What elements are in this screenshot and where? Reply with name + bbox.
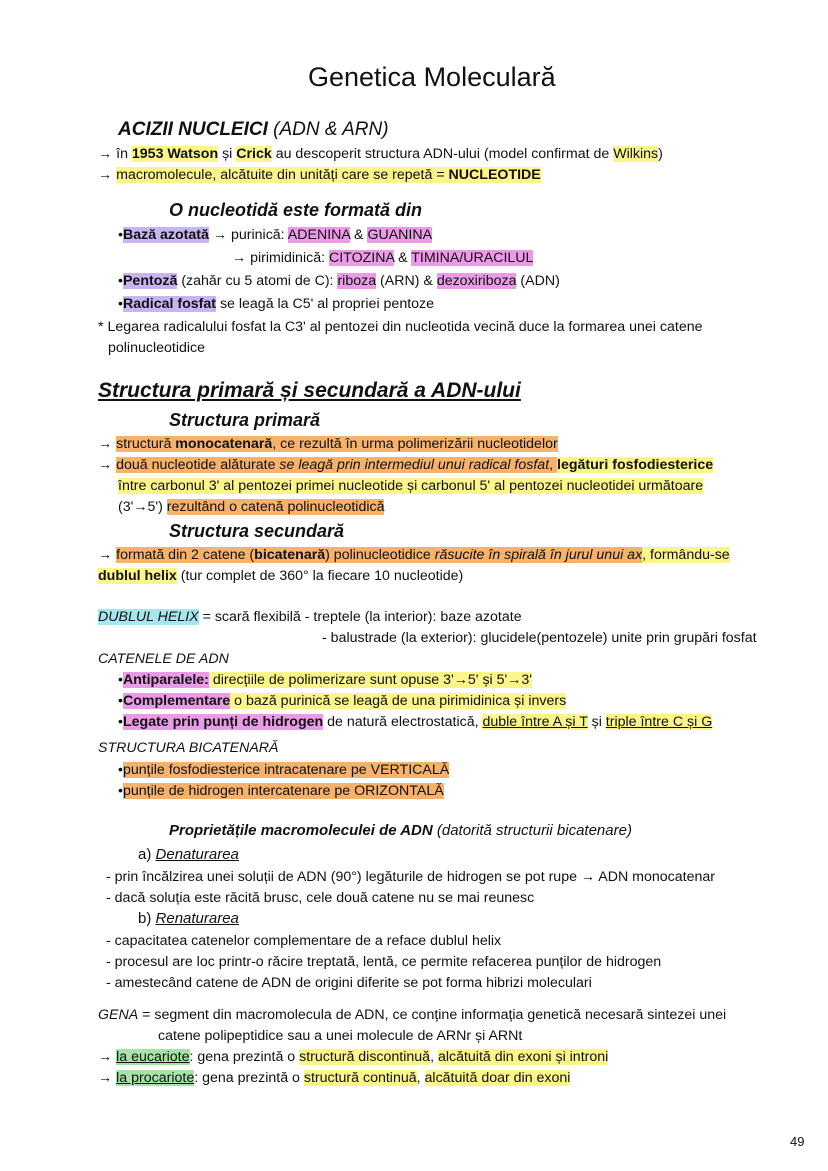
- highlight: Legate prin punți de hidrogen: [122, 714, 324, 730]
- paragraph-line: - capacitatea catenelor complementare de a reface dublul helix: [106, 933, 502, 949]
- text: &: [350, 227, 368, 243]
- highlight: triple între C și G: [605, 714, 713, 730]
- text: și: [587, 714, 606, 730]
- highlight: macromolecule, alcătuite din unități care se repetă =: [116, 167, 449, 183]
- bullet-radical: [118, 294, 434, 314]
- highlight: alcătuită doar din exoni: [424, 1070, 571, 1086]
- highlight: direcțiile de polimerizare sunt opuse 3'→5' și 5'→3': [208, 672, 533, 688]
- highlight: 1953 Watson: [131, 146, 219, 162]
- paragraph-line: - prin încălzirea unei soluții de ADN (90°) legăturile de hidrogen se pot rupe → ADN monocatenar: [106, 869, 715, 885]
- highlight: ,: [549, 457, 558, 473]
- paragraph-line: [98, 607, 522, 627]
- bullet-baza: [118, 225, 432, 245]
- highlight: DUBLUL HELIX: [98, 609, 199, 625]
- bullet: •: [118, 762, 123, 778]
- section-heading-acizi: [118, 118, 389, 142]
- highlight: între carbonul 3' al pentozei primei nucleotide și carbonul 5' al pentozei nucleotidei următoare: [118, 478, 704, 494]
- text: ,: [416, 1070, 425, 1086]
- highlight: Wilkins: [613, 146, 659, 162]
- highlight: două nucleotide alăturate: [116, 457, 280, 473]
- text: → în: [98, 146, 132, 162]
- paragraph-line: [98, 144, 663, 164]
- item-title: Denaturarea: [155, 846, 239, 863]
- highlight: structură: [116, 436, 176, 452]
- highlight: GUANINA: [367, 227, 433, 243]
- highlight: CITOZINA: [328, 250, 395, 266]
- term: GENA: [98, 1007, 139, 1023]
- paragraph-line: [98, 1005, 726, 1025]
- highlight: Crick: [236, 146, 272, 162]
- text: → pirimidinică:: [232, 250, 329, 266]
- highlight: TIMINA/URACILUL: [411, 250, 534, 266]
- paragraph-line: - balustrade (la exterior): glucidele(pentozele) unite prin grupări fosfat: [322, 630, 757, 646]
- highlight: ) polinucleotidice: [325, 547, 435, 563]
- subheading-nucleotida: O nucleotidă este formată din: [169, 200, 423, 220]
- text: b): [138, 910, 156, 927]
- paragraph-line: [118, 497, 384, 517]
- bullet-pentoza: [118, 271, 560, 291]
- bullet-antiparalele: [118, 670, 532, 690]
- subheading-primara: Structura primară: [169, 410, 321, 430]
- text: = scară flexibilă - treptele (la interior): baze azotate: [198, 609, 522, 625]
- text: →: [98, 1070, 117, 1086]
- section-heading-structura: Structura primară și secundară a ADN-ului: [98, 379, 521, 402]
- highlight: dezoxiriboza: [436, 273, 517, 289]
- subheading-catenele: CATENELE DE ADN: [98, 651, 229, 667]
- highlight: , formându-se: [642, 547, 730, 563]
- text: : gena prezintă o: [189, 1049, 300, 1065]
- note-line: polinucleotidice: [108, 340, 206, 356]
- text: (3'→5'): [118, 499, 167, 515]
- highlight: Antiparalele:: [122, 672, 209, 688]
- text: și: [218, 146, 237, 162]
- highlight: se leagă prin intermediul unui radical fosfat: [279, 457, 550, 473]
- highlight: Radical fosfat: [122, 296, 216, 312]
- paragraph-line: [98, 566, 463, 586]
- page-number: 49: [790, 1134, 805, 1149]
- highlight: monocatenară: [175, 436, 273, 452]
- highlight: NUCLEOTIDE: [448, 167, 541, 183]
- highlight: Pentoză: [122, 273, 178, 289]
- highlight: răsucite în spirală în jurul unui ax: [434, 547, 643, 563]
- highlight: bicatenară: [254, 547, 326, 563]
- page-title: Genetica Moleculară: [308, 62, 556, 92]
- bullet-legate: [118, 712, 712, 732]
- text: &: [394, 250, 412, 266]
- heading-bold: ACIZII NUCLEICI: [118, 119, 268, 140]
- text: a): [138, 846, 156, 863]
- item-renaturarea: [138, 909, 239, 929]
- bullet-complementare: [118, 691, 566, 711]
- bullet-vertical: [118, 760, 449, 780]
- text: →: [98, 547, 117, 563]
- highlight: duble între A și T: [482, 714, 588, 730]
- highlight: structură discontinuă: [299, 1049, 431, 1065]
- text: de natură electrostatică,: [323, 714, 483, 730]
- highlight: punțile de hidrogen intercatenare pe ORIZONTALĂ: [122, 783, 444, 799]
- text: →: [98, 167, 117, 183]
- bullet: •: [118, 227, 123, 243]
- highlight: structură continuă: [303, 1070, 417, 1086]
- highlight: legături fosfodiesterice: [557, 457, 714, 473]
- highlight: la eucariote: [116, 1049, 190, 1065]
- paragraph-line: - procesul are loc printr-o răcire treptată, lentă, ce permite refacerea punților de hidrogen: [106, 954, 662, 970]
- highlight: o bază purinică se leagă de una pirimidinica și invers: [230, 693, 567, 709]
- text: (zahăr cu 5 atomi de C):: [177, 273, 338, 289]
- note-line: * Legarea radicalului fosfat la C3' al pentozei din nucleotida vecină duce la formarea unei catene: [98, 319, 703, 335]
- text: : gena prezintă o: [194, 1070, 304, 1086]
- text: →: [98, 457, 117, 473]
- paragraph-line: [98, 434, 558, 454]
- bullet: •: [118, 693, 123, 709]
- paragraph-line: - dacă soluția este răcită brusc, cele două catene nu se mai reunesc: [106, 890, 535, 906]
- bullet: •: [118, 783, 123, 799]
- bullet-pirimidinica: [232, 248, 533, 268]
- subheading-bicatenara: STRUCTURA BICATENARĂ: [98, 740, 279, 756]
- highlight: formată din 2 catene (: [116, 547, 255, 563]
- subheading-proprietati: [169, 821, 632, 841]
- paragraph-line: [98, 455, 713, 475]
- highlight: ADENINA: [287, 227, 351, 243]
- text: (ARN) &: [376, 273, 437, 289]
- highlight: riboza: [337, 273, 377, 289]
- highlight: la procariote: [116, 1070, 195, 1086]
- highlight: Complementare: [122, 693, 231, 709]
- highlight: dublul helix: [98, 568, 177, 584]
- text: au descoperit structura ADN-ului (model confirmat de: [271, 146, 614, 162]
- subheading-secundara: Structura secundară: [169, 521, 345, 541]
- paragraph-line: [98, 165, 541, 185]
- paragraph-line: [98, 1068, 570, 1088]
- paragraph-line: - amestecând catene de ADN de origini diferite se pot forma hibrizi moleculari: [106, 975, 592, 991]
- item-title: Renaturarea: [155, 910, 239, 927]
- text: →: [98, 1049, 117, 1065]
- paragraph-line: catene polipeptidice sau a unei molecule de ARNr și ARNt: [158, 1028, 523, 1044]
- heading-rest: (ADN & ARN): [267, 119, 389, 140]
- highlight: punțile fosfodiesterice intracatenare pe VERTICALĂ: [122, 762, 450, 778]
- text: ,: [430, 1049, 438, 1065]
- text: (ADN): [516, 273, 560, 289]
- bullet: •: [118, 672, 123, 688]
- highlight: rezultând o catenă polinucleotidică: [166, 499, 385, 515]
- bullet: •: [118, 714, 123, 730]
- paragraph-line: [118, 476, 703, 496]
- text: ): [658, 146, 663, 162]
- heading-rest: (datorită structurii bicatenare): [432, 822, 632, 839]
- text: → purinică:: [208, 227, 288, 243]
- text: se leagă la C5' al propriei pentoze: [216, 296, 435, 312]
- text: →: [98, 436, 117, 452]
- text: (tur complet de 360° la fiecare 10 nucleotide): [176, 568, 464, 584]
- bullet: •: [118, 273, 123, 289]
- paragraph-line: [98, 1047, 608, 1067]
- highlight: Bază azotată: [122, 227, 209, 243]
- item-denaturarea: [138, 845, 239, 865]
- heading-bold: Proprietățile macromoleculei de ADN: [169, 822, 433, 839]
- bullet-orizontal: [118, 781, 444, 801]
- paragraph-line: [98, 545, 730, 565]
- bullet: •: [118, 296, 123, 312]
- text: = segment din macromolecula de ADN, ce conține informația genetică necesară sintezei unei: [138, 1007, 727, 1023]
- highlight: alcătuită din exoni și introni: [437, 1049, 609, 1065]
- highlight: , ce rezultă în urma polimerizării nucleotidelor: [272, 436, 558, 452]
